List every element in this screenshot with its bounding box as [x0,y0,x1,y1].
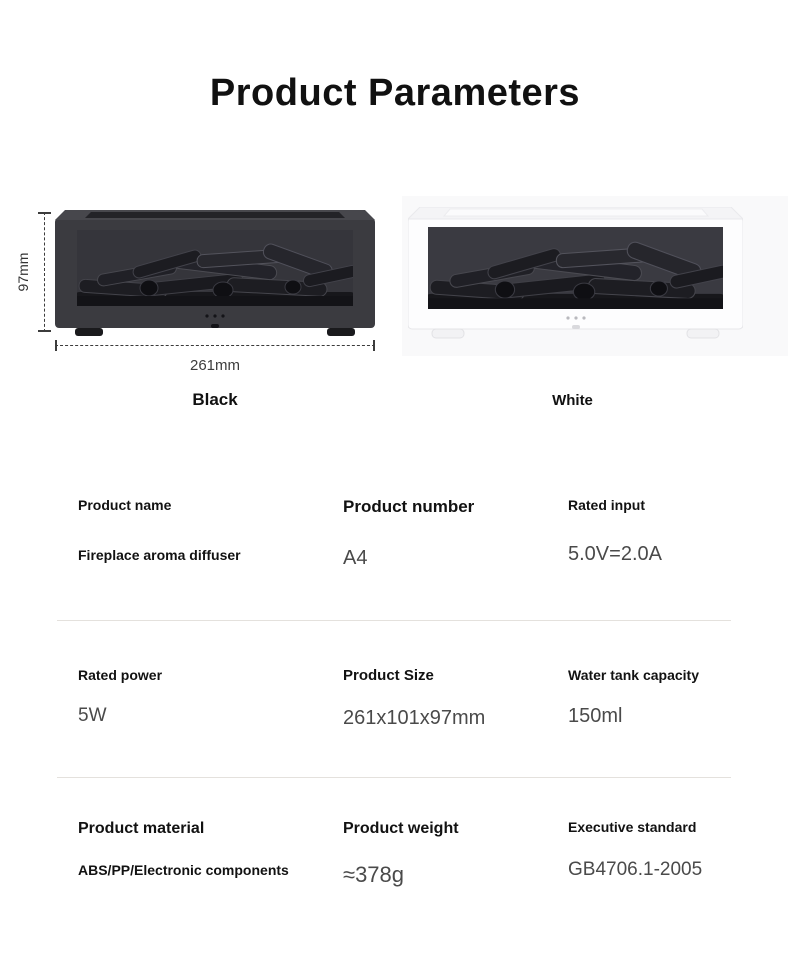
spec-value: 5.0V=2.0A [568,543,662,566]
spec-rated-input [568,498,662,566]
variant-label-white: White [552,392,593,409]
spec-value: 261x101x97mm [343,706,486,729]
spec-label: Product weight [343,820,459,837]
spec-value: ABS/PP/Electronic components [78,861,289,878]
spec-label: Water tank capacity [568,667,699,683]
height-dimension-label: 97mm [15,252,31,292]
spec-value: 5W [78,705,107,727]
white-diffuser-image [408,207,743,339]
spec-rated-power [78,668,162,727]
height-dimension-annotation [15,212,51,332]
spec-value: Fireplace aroma diffuser [78,547,241,564]
divider [57,620,731,621]
dimension-line [44,212,45,332]
spec-product-material [78,820,289,878]
dimension-tick [38,330,51,332]
spec-product-name [78,498,241,563]
spec-label: Product material [78,820,205,837]
spec-product-weight [343,820,459,887]
divider [57,777,731,778]
spec-executive-standard [568,820,702,881]
spec-product-size [343,668,485,730]
spec-value: A4 [343,546,368,569]
spec-water-tank-capacity [568,668,699,728]
black-diffuser-image [55,210,375,336]
spec-value: ≈378g [343,861,405,887]
spec-value: GB4706.1-2005 [568,859,703,881]
dimension-line [55,345,375,346]
spec-label: Executive standard [568,819,697,835]
width-dimension-annotation [55,340,375,351]
page-title: Product Parameters [209,72,581,114]
spec-label: Rated input [568,497,645,513]
variant-label-black: Black [192,390,238,409]
spec-label: Product name [78,497,172,513]
dimension-tick [373,340,375,351]
spec-value: 150ml [568,705,623,728]
spec-label: Product Size [343,667,434,684]
spec-label: Product number [343,497,475,516]
spec-label: Rated power [78,667,163,683]
width-dimension-label: 261mm [189,357,241,374]
spec-product-number [343,498,474,570]
